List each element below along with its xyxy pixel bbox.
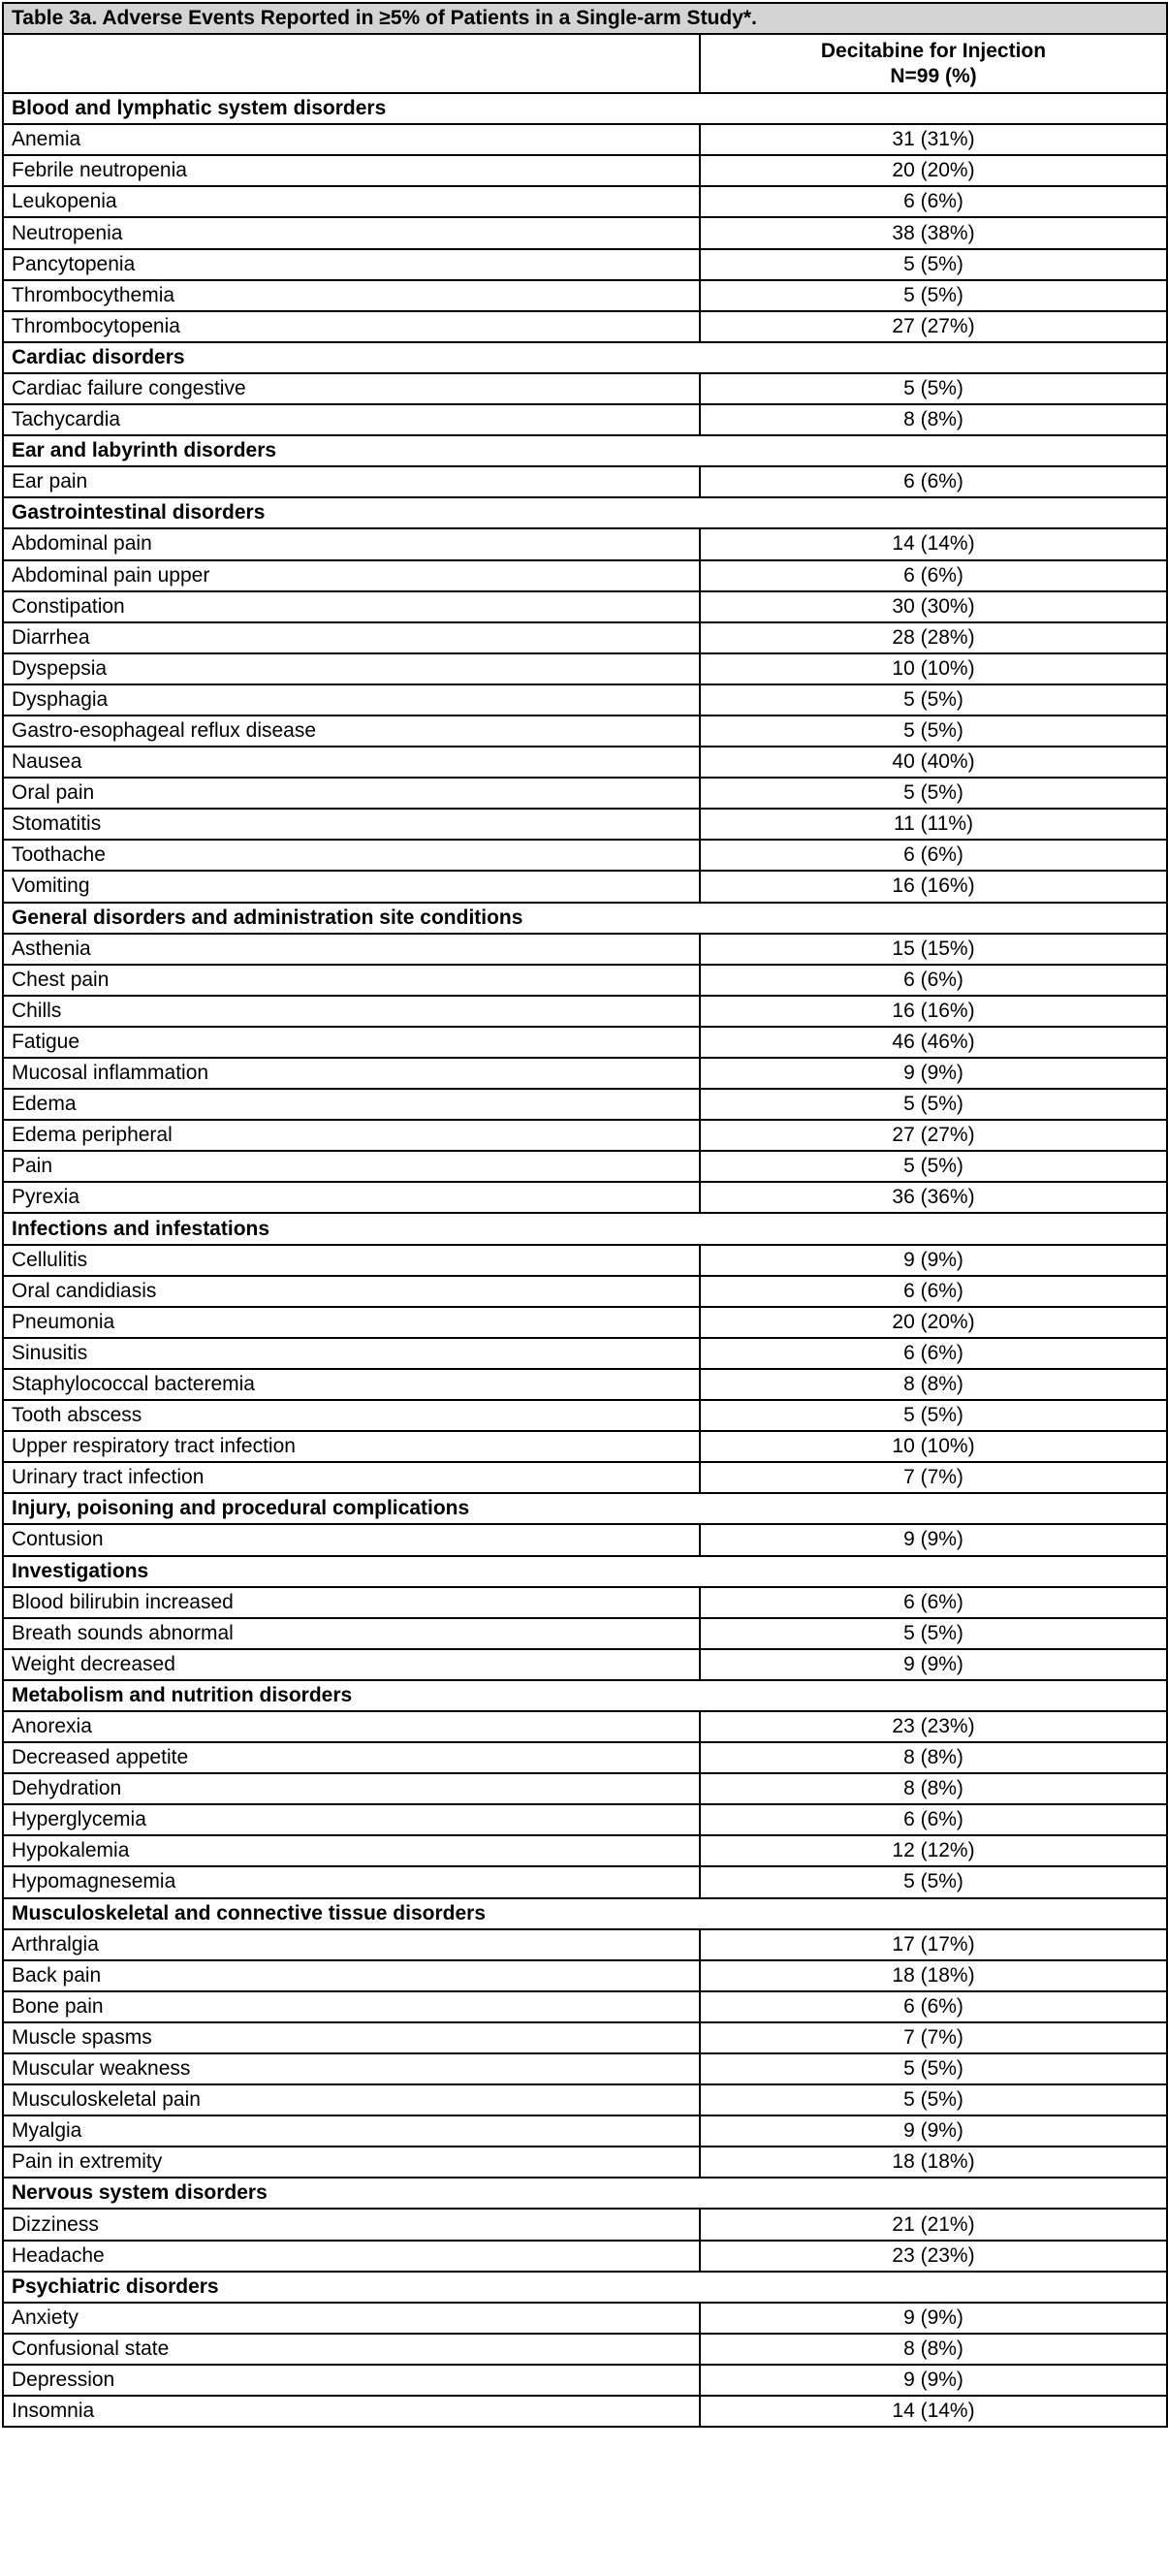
- event-name: Hypomagnesemia: [3, 1866, 700, 1897]
- event-count: 28 (28%): [700, 622, 1167, 653]
- table-row: [3, 2053, 1167, 2084]
- category-row: [3, 2178, 1167, 2209]
- category-row: [3, 1556, 1167, 1587]
- event-count: 40 (40%): [700, 747, 1167, 778]
- event-count: 6 (6%): [700, 186, 1167, 217]
- event-count: 8 (8%): [700, 2334, 1167, 2365]
- table-body: [3, 93, 1167, 2427]
- event-count: 9 (9%): [700, 1058, 1167, 1089]
- table-row: [3, 2303, 1167, 2334]
- event-count: 8 (8%): [700, 1369, 1167, 1400]
- table-row: [3, 622, 1167, 653]
- category-row: [3, 1898, 1167, 1929]
- event-name: Ear pain: [3, 466, 700, 497]
- event-count: 9 (9%): [700, 2115, 1167, 2147]
- table-row: [3, 1182, 1167, 1213]
- event-count: 6 (6%): [700, 1587, 1167, 1618]
- event-name: Diarrhea: [3, 622, 700, 653]
- table-row: [3, 809, 1167, 840]
- event-name: Dizziness: [3, 2209, 700, 2240]
- table-row: [3, 124, 1167, 155]
- table-row: [3, 155, 1167, 186]
- table-row: [3, 1462, 1167, 1493]
- event-count: 30 (30%): [700, 591, 1167, 622]
- table-row: [3, 1835, 1167, 1866]
- event-count: 5 (5%): [700, 1400, 1167, 1431]
- event-count: 8 (8%): [700, 1773, 1167, 1804]
- event-count: 5 (5%): [700, 716, 1167, 747]
- category-label: Musculoskeletal and connective tissue disorders: [3, 1898, 1167, 1929]
- header-blank-cell: [3, 34, 700, 93]
- column-header-line1: Decitabine for Injection: [820, 39, 1047, 62]
- table-row: [3, 1742, 1167, 1773]
- event-name: Contusion: [3, 1524, 700, 1555]
- event-count: 7 (7%): [700, 2022, 1167, 2053]
- table-row: [3, 1866, 1167, 1897]
- event-name: Febrile neutropenia: [3, 155, 700, 186]
- event-count: 5 (5%): [700, 2084, 1167, 2115]
- category-label: Nervous system disorders: [3, 2178, 1167, 2209]
- event-count: 6 (6%): [700, 560, 1167, 591]
- column-header: [700, 34, 1167, 93]
- event-count: 6 (6%): [700, 965, 1167, 996]
- table-row: [3, 2241, 1167, 2272]
- event-count: 9 (9%): [700, 2303, 1167, 2334]
- category-label: Injury, poisoning and procedural complications: [3, 1493, 1167, 1524]
- event-name: Upper respiratory tract infection: [3, 1431, 700, 1462]
- event-name: Sinusitis: [3, 1338, 700, 1369]
- event-count: 5 (5%): [700, 778, 1167, 809]
- event-count: 5 (5%): [700, 1866, 1167, 1897]
- table-row: [3, 871, 1167, 902]
- table-row: [3, 1991, 1167, 2022]
- event-name: Hypokalemia: [3, 1835, 700, 1866]
- event-name: Blood bilirubin increased: [3, 1587, 700, 1618]
- adverse-events-document: [2, 2, 1166, 2428]
- event-name: Edema peripheral: [3, 1120, 700, 1151]
- table-row: [3, 1618, 1167, 1649]
- event-name: Abdominal pain: [3, 528, 700, 559]
- table-row: [3, 2147, 1167, 2178]
- event-name: Chest pain: [3, 965, 700, 996]
- table-row: [3, 1804, 1167, 1835]
- table-header-row: [3, 34, 1167, 93]
- table-row: [3, 466, 1167, 497]
- table-row: [3, 2084, 1167, 2115]
- event-name: Anxiety: [3, 2303, 700, 2334]
- table-row: [3, 1773, 1167, 1804]
- event-name: Abdominal pain upper: [3, 560, 700, 591]
- category-label: Psychiatric disorders: [3, 2272, 1167, 2303]
- event-count: 5 (5%): [700, 373, 1167, 404]
- category-label: Ear and labyrinth disorders: [3, 435, 1167, 466]
- event-name: Thrombocythemia: [3, 280, 700, 311]
- table-row: [3, 311, 1167, 342]
- event-name: Tachycardia: [3, 404, 700, 435]
- event-name: Pneumonia: [3, 1307, 700, 1338]
- event-name: Vomiting: [3, 871, 700, 902]
- table-row: [3, 2365, 1167, 2396]
- event-count: 6 (6%): [700, 1338, 1167, 1369]
- event-count: 10 (10%): [700, 653, 1167, 684]
- event-count: 9 (9%): [700, 1649, 1167, 1680]
- event-name: Bone pain: [3, 1991, 700, 2022]
- event-count: 6 (6%): [700, 466, 1167, 497]
- event-name: Oral candidiasis: [3, 1276, 700, 1307]
- event-count: 9 (9%): [700, 2365, 1167, 2396]
- event-count: 14 (14%): [700, 528, 1167, 559]
- event-name: Anorexia: [3, 1711, 700, 1742]
- event-name: Staphylococcal bacteremia: [3, 1369, 700, 1400]
- table-row: [3, 1711, 1167, 1742]
- event-count: 8 (8%): [700, 404, 1167, 435]
- table-row: [3, 716, 1167, 747]
- table-row: [3, 965, 1167, 996]
- event-count: 5 (5%): [700, 1618, 1167, 1649]
- event-name: Edema: [3, 1089, 700, 1120]
- table-row: [3, 1338, 1167, 1369]
- table-row: [3, 1369, 1167, 1400]
- event-count: 36 (36%): [700, 1182, 1167, 1213]
- column-header-line2: N=99 (%): [890, 64, 977, 87]
- category-row: [3, 1493, 1167, 1524]
- table-row: [3, 934, 1167, 965]
- table-row: [3, 1245, 1167, 1276]
- table-row: [3, 1027, 1167, 1058]
- table-row: [3, 2022, 1167, 2053]
- event-count: 20 (20%): [700, 155, 1167, 186]
- table-caption-row: [3, 3, 1167, 34]
- event-count: 9 (9%): [700, 1245, 1167, 1276]
- table-row: [3, 778, 1167, 809]
- category-row: [3, 903, 1167, 934]
- category-label: Blood and lymphatic system disorders: [3, 93, 1167, 124]
- table-row: [3, 1276, 1167, 1307]
- event-count: 5 (5%): [700, 1089, 1167, 1120]
- event-count: 6 (6%): [700, 840, 1167, 871]
- event-count: 6 (6%): [700, 1276, 1167, 1307]
- event-name: Headache: [3, 2241, 700, 2272]
- event-name: Dyspepsia: [3, 653, 700, 684]
- event-count: 9 (9%): [700, 1524, 1167, 1555]
- event-count: 17 (17%): [700, 1929, 1167, 1960]
- event-count: 27 (27%): [700, 1120, 1167, 1151]
- table-row: [3, 2396, 1167, 2427]
- event-name: Hyperglycemia: [3, 1804, 700, 1835]
- event-name: Dysphagia: [3, 684, 700, 716]
- event-count: 18 (18%): [700, 2147, 1167, 2178]
- event-count: 23 (23%): [700, 1711, 1167, 1742]
- event-name: Pain: [3, 1151, 700, 1182]
- event-name: Breath sounds abnormal: [3, 1618, 700, 1649]
- event-name: Arthralgia: [3, 1929, 700, 1960]
- table-caption: Table 3a. Adverse Events Reported in ≥5% of Patients in a Single-arm Study*.: [3, 3, 1167, 34]
- event-name: Constipation: [3, 591, 700, 622]
- event-count: 5 (5%): [700, 2053, 1167, 2084]
- category-row: [3, 435, 1167, 466]
- event-name: Dehydration: [3, 1773, 700, 1804]
- event-name: Pyrexia: [3, 1182, 700, 1213]
- event-count: 16 (16%): [700, 996, 1167, 1027]
- event-name: Muscular weakness: [3, 2053, 700, 2084]
- category-row: [3, 93, 1167, 124]
- event-count: 5 (5%): [700, 249, 1167, 280]
- table-row: [3, 747, 1167, 778]
- table-row: [3, 217, 1167, 248]
- event-count: 27 (27%): [700, 311, 1167, 342]
- table-row: [3, 2209, 1167, 2240]
- event-count: 5 (5%): [700, 1151, 1167, 1182]
- table-row: [3, 1400, 1167, 1431]
- table-row: [3, 684, 1167, 716]
- table-row: [3, 404, 1167, 435]
- category-row: [3, 497, 1167, 528]
- event-name: Asthenia: [3, 934, 700, 965]
- event-name: Urinary tract infection: [3, 1462, 700, 1493]
- category-row: [3, 1680, 1167, 1711]
- event-name: Confusional state: [3, 2334, 700, 2365]
- table-row: [3, 1058, 1167, 1089]
- table-row: [3, 996, 1167, 1027]
- category-row: [3, 2272, 1167, 2303]
- event-count: 21 (21%): [700, 2209, 1167, 2240]
- event-name: Cardiac failure congestive: [3, 373, 700, 404]
- event-count: 5 (5%): [700, 280, 1167, 311]
- table-row: [3, 280, 1167, 311]
- event-name: Mucosal inflammation: [3, 1058, 700, 1089]
- event-name: Tooth abscess: [3, 1400, 700, 1431]
- table-row: [3, 1431, 1167, 1462]
- table-row: [3, 653, 1167, 684]
- table-row: [3, 560, 1167, 591]
- event-count: 15 (15%): [700, 934, 1167, 965]
- event-count: 31 (31%): [700, 124, 1167, 155]
- event-name: Neutropenia: [3, 217, 700, 248]
- event-count: 12 (12%): [700, 1835, 1167, 1866]
- event-name: Back pain: [3, 1960, 700, 1991]
- category-label: Cardiac disorders: [3, 342, 1167, 373]
- table-row: [3, 1587, 1167, 1618]
- event-count: 14 (14%): [700, 2396, 1167, 2427]
- event-name: Musculoskeletal pain: [3, 2084, 700, 2115]
- table-row: [3, 1524, 1167, 1555]
- event-name: Pain in extremity: [3, 2147, 700, 2178]
- event-name: Stomatitis: [3, 809, 700, 840]
- event-count: 18 (18%): [700, 1960, 1167, 1991]
- category-label: General disorders and administration site conditions: [3, 903, 1167, 934]
- table-row: [3, 1120, 1167, 1151]
- table-row: [3, 1649, 1167, 1680]
- event-count: 5 (5%): [700, 684, 1167, 716]
- event-count: 16 (16%): [700, 871, 1167, 902]
- table-row: [3, 186, 1167, 217]
- table-row: [3, 840, 1167, 871]
- table-row: [3, 1151, 1167, 1182]
- event-name: Oral pain: [3, 778, 700, 809]
- event-name: Anemia: [3, 124, 700, 155]
- table-row: [3, 2334, 1167, 2365]
- event-name: Nausea: [3, 747, 700, 778]
- event-name: Depression: [3, 2365, 700, 2396]
- event-count: 46 (46%): [700, 1027, 1167, 1058]
- event-name: Decreased appetite: [3, 1742, 700, 1773]
- event-name: Weight decreased: [3, 1649, 700, 1680]
- table-row: [3, 1089, 1167, 1120]
- event-count: 11 (11%): [700, 809, 1167, 840]
- event-count: 6 (6%): [700, 1991, 1167, 2022]
- event-count: 23 (23%): [700, 2241, 1167, 2272]
- table-row: [3, 1307, 1167, 1338]
- event-name: Muscle spasms: [3, 2022, 700, 2053]
- category-row: [3, 342, 1167, 373]
- event-name: Myalgia: [3, 2115, 700, 2147]
- event-count: 10 (10%): [700, 1431, 1167, 1462]
- event-count: 38 (38%): [700, 217, 1167, 248]
- table-row: [3, 1929, 1167, 1960]
- event-name: Gastro-esophageal reflux disease: [3, 716, 700, 747]
- event-name: Leukopenia: [3, 186, 700, 217]
- table-row: [3, 528, 1167, 559]
- event-name: Insomnia: [3, 2396, 700, 2427]
- table-row: [3, 591, 1167, 622]
- event-count: 7 (7%): [700, 1462, 1167, 1493]
- event-name: Pancytopenia: [3, 249, 700, 280]
- table-row: [3, 1960, 1167, 1991]
- category-label: Infections and infestations: [3, 1213, 1167, 1244]
- table-row: [3, 2115, 1167, 2147]
- event-count: 8 (8%): [700, 1742, 1167, 1773]
- category-label: Gastrointestinal disorders: [3, 497, 1167, 528]
- event-name: Toothache: [3, 840, 700, 871]
- category-label: Investigations: [3, 1556, 1167, 1587]
- adverse-events-table: [2, 2, 1168, 2428]
- event-count: 20 (20%): [700, 1307, 1167, 1338]
- table-row: [3, 373, 1167, 404]
- category-label: Metabolism and nutrition disorders: [3, 1680, 1167, 1711]
- table-row: [3, 249, 1167, 280]
- event-name: Chills: [3, 996, 700, 1027]
- event-count: 6 (6%): [700, 1804, 1167, 1835]
- event-name: Fatigue: [3, 1027, 700, 1058]
- category-row: [3, 1213, 1167, 1244]
- event-name: Thrombocytopenia: [3, 311, 700, 342]
- event-name: Cellulitis: [3, 1245, 700, 1276]
